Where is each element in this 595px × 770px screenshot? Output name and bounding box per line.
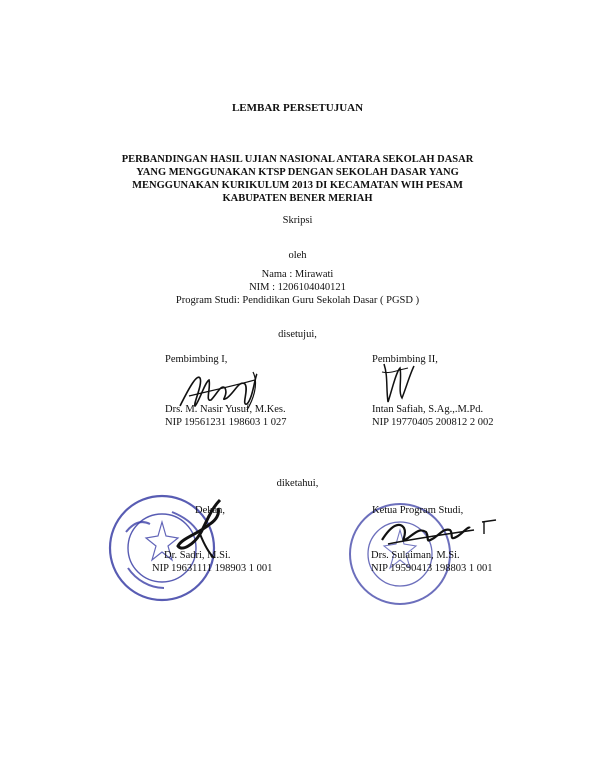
doc-type: Skripsi: [282, 215, 313, 226]
page-heading: LEMBAR PERSETUJUAN: [231, 102, 364, 114]
head-signature: [378, 514, 498, 554]
student-name: Nama : Mirawati: [261, 269, 334, 280]
thesis-title: [110, 153, 485, 205]
dean-role: Dekan,: [195, 505, 226, 516]
student-info: [0, 268, 595, 307]
supervisor1-name: Drs. M. Nasir Yusuf, M.Kes.: [165, 404, 286, 415]
student-program: Program Studi: Pendidikan Guru Sekolah Dasar ( PGSD ): [175, 295, 420, 306]
supervisor1-role: Pembimbing I,: [165, 354, 228, 365]
dean-nip: NIP 19631111 198903 1 001: [152, 563, 273, 574]
thesis-title-line: YANG MENGGUNAKAN KTSP DENGAN SEKOLAH DASAR YANG: [136, 167, 459, 178]
supervisor2-nip: NIP 19770405 200812 2 002: [372, 417, 494, 428]
supervisor2-signature: [378, 358, 418, 406]
head-nip: NIP 19590413 198803 1 001: [371, 563, 493, 574]
by-label: oleh: [288, 250, 307, 261]
dean-name: Dr. Sadri, M.Si.: [164, 550, 231, 561]
thesis-title-line: KABUPATEN BENER MERIAH: [222, 193, 373, 204]
approved-label: disetujui,: [278, 329, 317, 340]
supervisor2-role: Pembimbing II,: [372, 354, 438, 365]
thesis-title-line: PERBANDINGAN HASIL UJIAN NASIONAL ANTARA SEKOLAH DASAR: [121, 154, 474, 165]
acknowledged-label: diketahui,: [276, 478, 319, 489]
supervisor2-name: Intan Safiah, S.Ag.,.M.Pd.: [372, 404, 484, 415]
thesis-title-line: MENGGUNAKAN KURIKULUM 2013 DI KECAMATAN WIH PESAM: [132, 180, 463, 191]
head-role: Ketua Program Studi,: [372, 505, 464, 516]
supervisor1-nip: NIP 19561231 198603 1 027: [165, 417, 287, 428]
student-nim: NIM : 1206104040121: [249, 282, 346, 293]
head-name: Drs. Sulaiman, M.Si.: [371, 550, 460, 561]
